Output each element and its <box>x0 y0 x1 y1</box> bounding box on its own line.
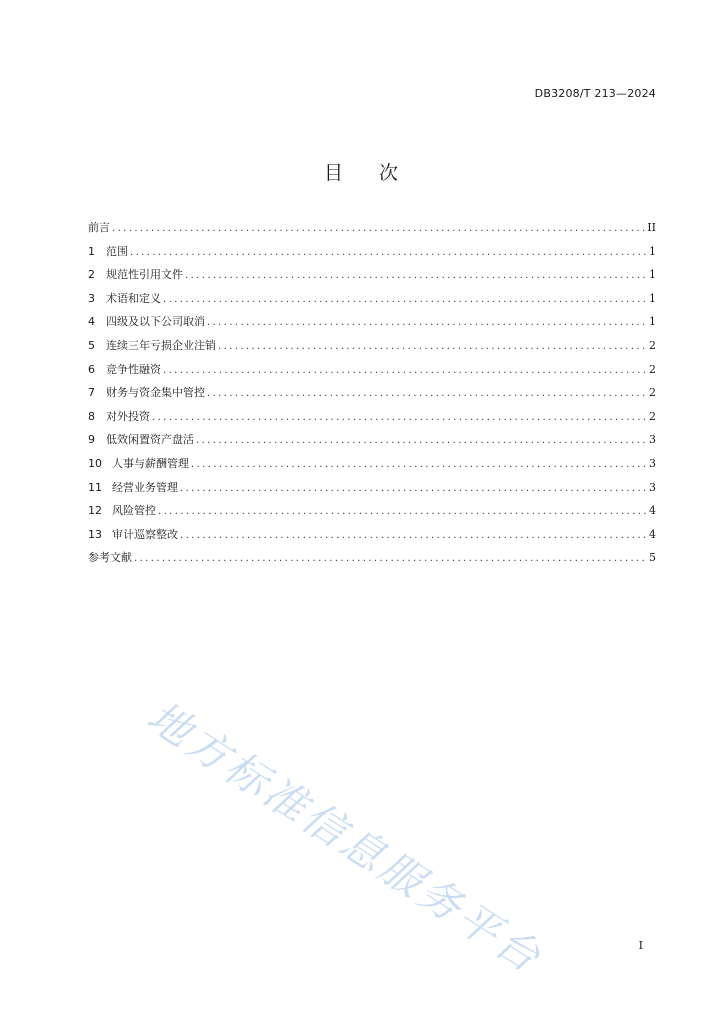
toc-entry-page: 2 <box>649 409 656 423</box>
toc-entry-label: 术语和定义 <box>106 291 161 305</box>
toc-leader-dots <box>158 500 647 524</box>
toc-entry-7[interactable] <box>88 381 656 405</box>
toc-entry-8[interactable] <box>88 405 656 429</box>
toc-leader-dots <box>152 406 647 430</box>
toc-entry-label: 低效闲置资产盘活 <box>106 433 194 447</box>
toc-entry-2[interactable] <box>88 263 656 287</box>
toc-entry-page: 2 <box>649 386 656 400</box>
toc-entry-label: 经营业务管理 <box>112 480 178 494</box>
toc-entry-foreword[interactable] <box>88 216 656 240</box>
toc-entry-label: 风险管控 <box>112 504 156 518</box>
toc-title-left: 目 <box>323 162 345 184</box>
toc-entry-label: 财务与资金集中管控 <box>106 386 205 400</box>
toc-title-right: 次 <box>379 162 401 184</box>
toc-entry-label: 规范性引用文件 <box>106 268 183 282</box>
toc-leader-dots <box>207 382 647 406</box>
toc-entry-number: 1 <box>88 244 95 258</box>
toc-entry-label: 对外投资 <box>106 409 150 423</box>
toc-leader-dots <box>134 547 647 571</box>
toc-entry-10[interactable] <box>88 452 656 476</box>
toc-entry-11[interactable] <box>88 476 656 500</box>
toc-entry-label: 连续三年亏损企业注销 <box>106 338 216 352</box>
toc-entry-12[interactable] <box>88 499 656 523</box>
toc-entry-number: 3 <box>88 291 95 305</box>
toc-leader-dots <box>218 335 647 359</box>
toc-entry-number: 7 <box>88 386 95 400</box>
toc-entry-page: 1 <box>649 291 656 305</box>
toc-entry-page: 4 <box>649 527 656 541</box>
toc-entry-number: 4 <box>88 315 95 329</box>
toc-entry-4[interactable] <box>88 310 656 334</box>
toc-entry-page: 2 <box>649 338 656 352</box>
toc-entry-13[interactable] <box>88 523 656 547</box>
toc-leader-dots <box>191 453 647 477</box>
toc-leader-dots <box>163 288 647 312</box>
toc-entry-number: 13 <box>88 527 102 541</box>
toc-entry-page: 1 <box>649 268 656 282</box>
toc-entry-label: 前言 <box>88 221 110 234</box>
toc-entry-page: 4 <box>649 504 656 518</box>
toc-entry-number: 8 <box>88 409 95 423</box>
toc-entry-5[interactable] <box>88 334 656 358</box>
toc-entry-label: 竞争性融资 <box>106 362 161 376</box>
toc-entry-references[interactable] <box>88 546 656 570</box>
toc-entry-page: 1 <box>649 315 656 329</box>
toc-entry-page: 3 <box>649 456 656 470</box>
document-code: DB3208/T 213—2024 <box>534 87 656 100</box>
toc-entry-number: 11 <box>88 480 102 494</box>
toc-entry-label: 四级及以下公司取消 <box>106 315 205 329</box>
toc-leader-dots <box>130 241 647 265</box>
toc-leader-dots <box>180 477 647 501</box>
toc-entry-page: 3 <box>649 433 656 447</box>
toc-leader-dots <box>207 311 647 335</box>
toc-entry-page: 5 <box>649 551 656 565</box>
toc-entry-label: 人事与薪酬管理 <box>112 456 189 470</box>
page-number: I <box>638 939 643 952</box>
toc-leader-dots <box>180 524 647 548</box>
toc-entry-3[interactable] <box>88 287 656 311</box>
toc-entry-number: 9 <box>88 433 95 447</box>
toc-entry-number: 5 <box>88 338 95 352</box>
toc-entry-page: 2 <box>649 362 656 376</box>
toc-leader-dots <box>163 359 647 383</box>
watermark: 地方标准信息服务平台 <box>138 691 552 984</box>
toc-entry-6[interactable] <box>88 358 656 382</box>
toc-entry-number: 2 <box>88 268 95 282</box>
toc-entry-number: 12 <box>88 504 102 518</box>
toc-entry-label: 审计巡察整改 <box>112 527 178 541</box>
toc-entry-number: 10 <box>88 456 102 470</box>
toc-leader-dots <box>185 264 647 288</box>
toc-entry-page: 1 <box>649 244 656 258</box>
toc-entry-page: 3 <box>649 480 656 494</box>
toc-list <box>88 216 656 570</box>
toc-title <box>0 158 724 185</box>
toc-entry-number: 6 <box>88 362 95 376</box>
toc-entry-label: 范围 <box>106 244 128 258</box>
toc-entry-label: 参考文献 <box>88 551 132 565</box>
toc-entry-page: II <box>647 221 656 234</box>
toc-entry-1[interactable] <box>88 240 656 264</box>
toc-entry-9[interactable] <box>88 428 656 452</box>
toc-leader-dots <box>112 217 645 241</box>
toc-leader-dots <box>196 429 647 453</box>
